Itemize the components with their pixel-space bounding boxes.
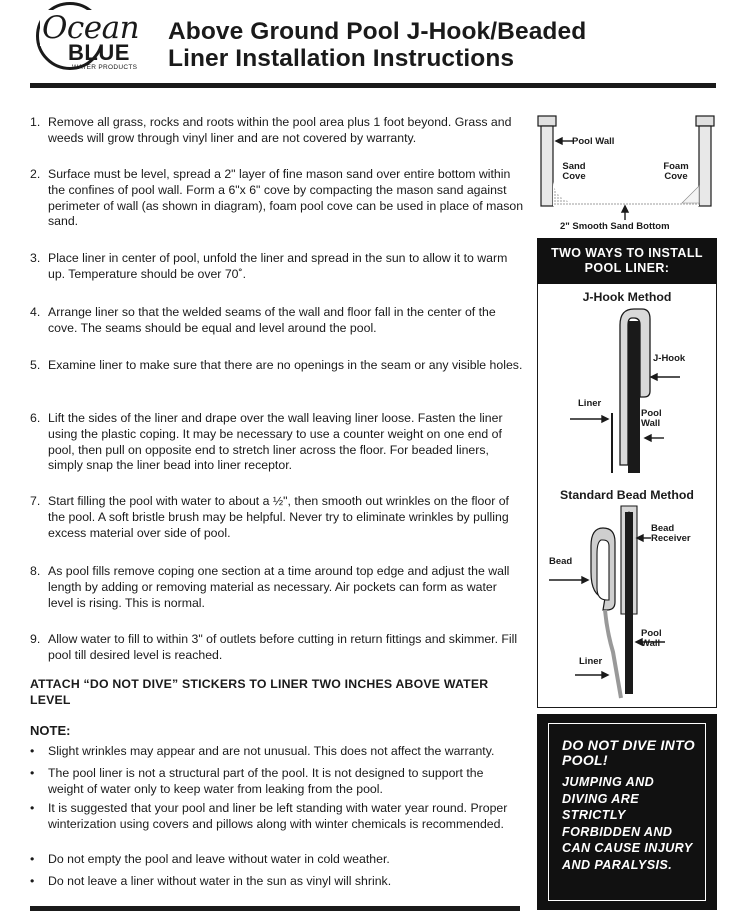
note-text: It is suggested that your pool and liner be left standing with water year round. Proper winterization using covers and pillows along with winter chemicals is recommended. — [48, 801, 508, 831]
note-heading: NOTE: — [30, 723, 71, 738]
step-text: Remove all grass, rocks and roots within the pool area plus 1 foot beyond. Grass and weeds will grow through vinyl liner and are not covered by warranty. — [48, 115, 512, 145]
step-6 — [30, 411, 525, 474]
warning-title: DO NOT DIVE INTO POOL! — [562, 737, 695, 768]
jhook-method-title: J-Hook Method — [582, 290, 672, 304]
bullet-icon: • — [30, 801, 35, 815]
liner-line — [605, 610, 621, 698]
jhook-diagram — [560, 305, 700, 480]
top-divider — [30, 83, 716, 88]
foam-cove-shape — [682, 186, 699, 203]
step-text: Start filling the pool with water to about a ½", then smooth out wrinkles on the floor of the pool. A soft bristle brush may be helpful. Never try to eliminate wrinkles by pulling excess material over side of pool. — [48, 494, 509, 540]
bullet-icon: • — [30, 766, 35, 780]
arrow-icon — [645, 435, 664, 441]
logo-tagline: WATER PRODUCTS — [72, 64, 138, 71]
step-8 — [30, 564, 525, 611]
logo-word-blue: BLUE — [68, 40, 130, 65]
sand-bottom-label: 2" Smooth Sand Bottom — [560, 221, 670, 232]
arrow-icon — [549, 577, 588, 583]
step-number: 3. — [30, 251, 41, 265]
note-text: Do not leave a liner without water in the sun as vinyl will shrink. — [48, 874, 392, 888]
note-text: The pool liner is not a structural part of the pool. It is not designed to support the weight of water only to keep water from leaking from the pool. — [48, 766, 484, 796]
step-number: 2. — [30, 167, 41, 181]
bullet-icon: • — [30, 874, 35, 888]
bullet-icon: • — [30, 852, 35, 866]
pool-wall-label: Pool Wall — [572, 136, 615, 147]
step-number: 8. — [30, 564, 41, 578]
bead-label: Bead — [549, 556, 573, 567]
page-title — [168, 18, 586, 72]
bead-pool-wall-label: Pool Wall — [641, 628, 662, 649]
step-number: 5. — [30, 358, 41, 372]
page-title-line-1: Above Ground Pool J-Hook/Beaded — [168, 18, 587, 45]
note-item — [30, 852, 520, 868]
attach-stickers-heading: ATTACH “DO NOT DIVE” STICKERS TO LINER TWO INCHES ABOVE WATER LEVEL — [30, 677, 489, 707]
logo-word-ocean: Ocean — [42, 10, 140, 46]
step-text: Arrange liner so that the welded seams of the wall and floor fall in the center of the cove. The seams should be equal and level around the pool. — [48, 305, 496, 335]
step-text: As pool fills remove coping one section at a time around top edge and adjust the wall length by adding or removing material as necessary. Air pockets can form as water level is rising. This is normal. — [48, 564, 510, 610]
jhook-liner-label: Liner — [578, 398, 602, 409]
step-text: Place liner in center of pool, unfold the liner and spread in the sun to allow it to warm up. Temperature should be over 70˚. — [48, 251, 508, 281]
step-number: 9. — [30, 632, 41, 646]
note-text: Slight wrinkles may appear and are not unusual. This does not affect the warranty. — [48, 744, 495, 758]
step-2 — [30, 167, 525, 230]
step-text: Surface must be level, spread a 2" layer of fine mason sand over entire bottom within the confines of pool wall. Form a 6"x 6" cove by compacting the mason sand against perimeter of wall (as shown in diagram), foam pool cove can be used in place of mason sand. — [48, 167, 524, 229]
note-item — [30, 766, 520, 797]
jhook-label: J-Hook — [653, 353, 686, 364]
step-text: Allow water to fill to within 3" of outlets before cutting in return fittings and skimmer. Fill pool till desired level is reached. — [48, 632, 518, 662]
step-4 — [30, 305, 525, 337]
jhook-pool-wall-label: Pool Wall — [641, 408, 662, 429]
note-item — [30, 874, 520, 890]
step-text: Lift the sides of the liner and drape over the wall leaving liner loose. Fasten the liner using the plastic coping. It may be necessary to use a counter weight on one end of pool, then pull on opposite end to stretch liner across the floor. For beaded liners, simply snap the liner bead into liner receptor. — [48, 411, 503, 473]
bullet-icon: • — [30, 744, 35, 758]
arrow-icon — [575, 672, 608, 678]
install-methods-header: TWO WAYS TO INSTALL POOL LINER: — [537, 238, 717, 284]
step-3 — [30, 251, 525, 283]
arrow-icon — [622, 206, 628, 220]
step-number: 4. — [30, 305, 41, 319]
foam-cove-label: Foam Cove — [663, 161, 689, 182]
bead-method-title: Standard Bead Method — [560, 488, 694, 502]
step-5 — [30, 358, 525, 374]
sand-bottom-shape — [553, 182, 699, 206]
arrow-icon — [570, 416, 608, 422]
step-7 — [30, 494, 525, 541]
arrow-icon — [651, 374, 680, 380]
step-1 — [30, 115, 525, 147]
arrow-icon — [637, 535, 651, 541]
page-title-line-2: Liner Installation Instructions — [168, 45, 515, 72]
step-text: Examine liner to make sure that there are no openings in the seam or any visible holes. — [48, 358, 523, 372]
note-text: Do not empty the pool and leave without water in cold weather. — [48, 852, 390, 866]
note-item — [30, 801, 520, 832]
pool-wall-bar — [625, 512, 633, 694]
note-item — [30, 744, 520, 760]
step-number: 7. — [30, 494, 41, 508]
bead-inner — [597, 540, 609, 600]
bead-liner-label: Liner — [579, 656, 603, 667]
step-number: 1. — [30, 115, 41, 129]
warning-body: JUMPING AND DIVING ARE STRICTLY FORBIDDEN AND CAN CAUSE INJURY AND PARALYSIS. — [562, 775, 693, 872]
sand-cove-label: Sand Cove — [562, 161, 586, 182]
step-number: 6. — [30, 411, 41, 425]
pool-wall-bar — [628, 321, 640, 473]
bottom-divider — [30, 906, 520, 911]
step-9 — [30, 632, 525, 664]
bead-receiver-label: Bead Receiver — [651, 523, 691, 544]
